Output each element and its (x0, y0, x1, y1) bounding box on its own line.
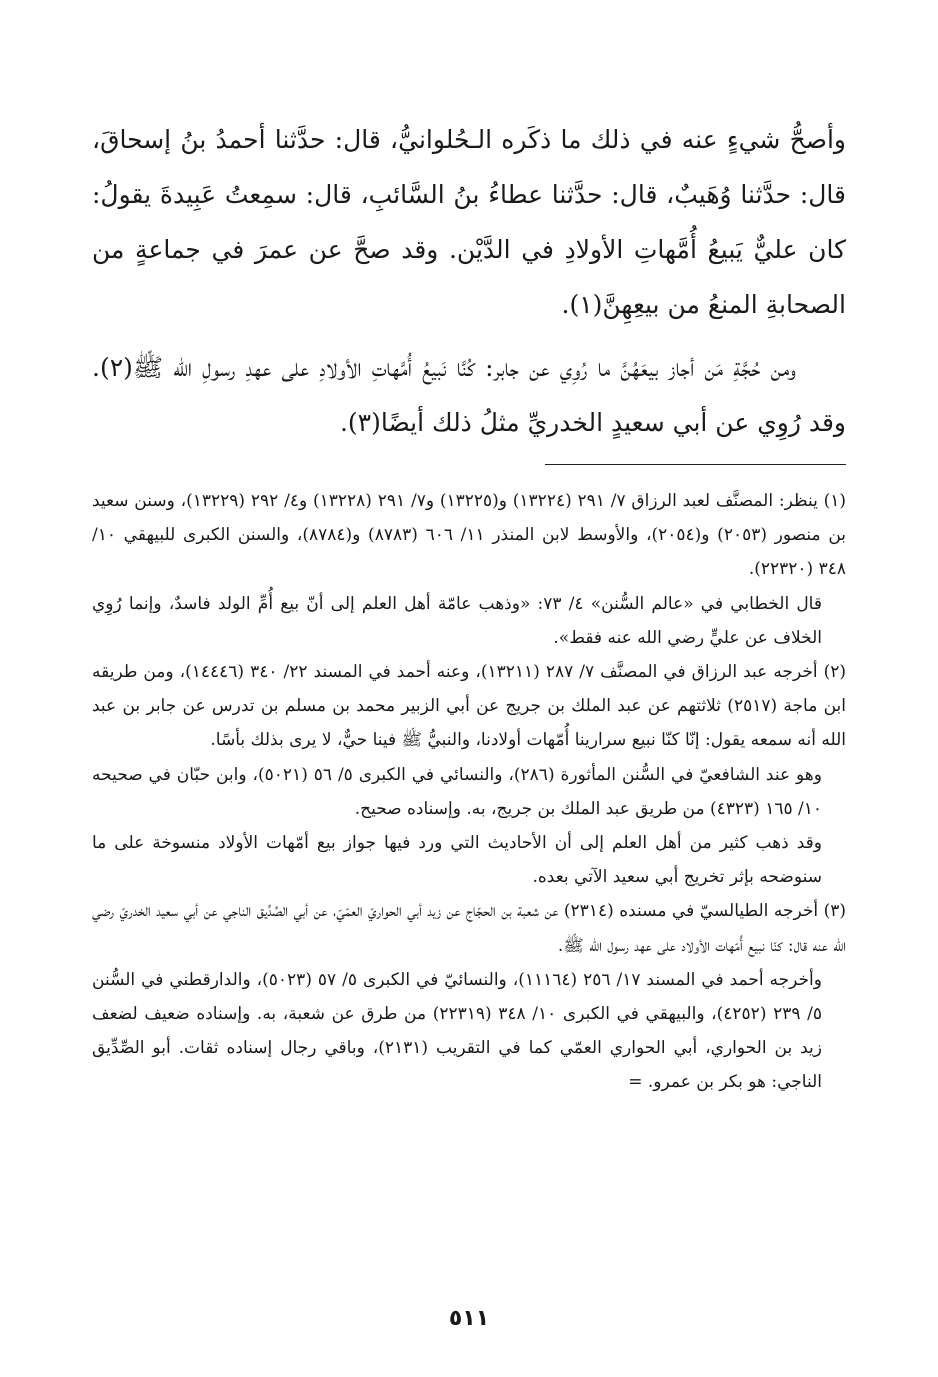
footnote-2-continuation: وقد ذهب كثير من أهل العلم إلى أن الأحاديث التي ورد فيها جواز بيع أمّهات الأولاد منسوخة على ما سنوضحه بإثر تخريج أبي سعيد الآتي بعده. (92, 833, 822, 888)
page-number: ٥١١ (448, 1306, 490, 1331)
footnote-3: (٣) أخرجه الطيالسيّ في مسنده (٢٣١٤) عن شعبة بن الحجّاج عن زيد أبي الحواريّ العمّيّ، عن أبي الصِّدِّيق الناجي عن أبي سعيد الخدريّ رضي الله عنه قال: كنّا نبيع أُمّهات الأولاد على عهد رسول الله ﷺ. (92, 901, 847, 956)
main-paragraph: ومن حُجَّةِ مَن أجاز بيعَهُنَّ ما رُوِي عن جابر: كُنَّا نَبيعُ أُمَّهاتِ الأولادِ على عهدِ رسولِ الله ﷺ(٢). وقد رُوِي عن أبي سعيدٍ الخدريِّ مثلُ ذلك أيضًا(٣). (92, 353, 846, 437)
main-text-block (92, 112, 846, 450)
footnote-2: (٢) أخرجه عبد الرزاق في المصنَّف ٧/ ٢٨٧ (١٣٢١١)، وعنه أحمد في المسند ٢٢/ ٣٤٠ (١٤٤٤٦)، ومن طريقه ابن ماجة (٢٥١٧) ثلاثتهم عن عبد الملك بن جريج عن أبي الزبير محمد بن مسلم بن تدرس عن جابر بن عبد الله أنه سمعه يقول: إنّا كنّا نبيع سرارينا أُمّهات أولادنا، والنبيُّ ﷺ فينا حيٌّ، لا يرى بذلك بأسًا. (92, 662, 846, 751)
footnote-separator-rule (545, 464, 846, 465)
footnotes-block (92, 484, 846, 1100)
footnote-1-continuation: قال الخطابي في «عالم السُّنن» ٤/ ٧٣: «وذهب عامّة أهل العلم إلى أنّ بيع أُمِّ الولد فاسدٌ، وإنما رُوِي الخلاف عن عليٍّ رضي الله عنه فقط». (92, 593, 822, 648)
footnote-1: (١) ينظر: المصنَّف لعبد الرزاق ٧/ ٢٩١ (١٣٢٢٤) و(١٣٢٢٥) و٧/ ٢٩١ (١٣٢٢٨) و٤/ ٢٩٢ (١٣٢٢٩)، وسنن سعيد بن منصور (٢٠٥٣) و(٢٠٥٤)، والأوسط لابن المنذر ١١/ ٦٠٦ (٨٧٨٣) و(٨٧٨٤)، والسنن الكبرى للبيهقي ١٠/ ٣٤٨ (٢٢٣٢٠). (92, 491, 847, 580)
main-paragraph: وأصحُّ شيءٍ عنه في ذلك ما ذكَره الـحُلوانيُّ، قال: حدَّثنا أحمدُ بنُ إسحاقَ، قال: حدَّثنا وُهَيبٌ، قال: حدَّثنا عطاءُ بنُ السَّائبِ، قال: سمِعتُ عَبِيدةَ يقولُ: كان عليٌّ يَبيعُ أُمَّهاتِ الأولادِ في الدَّيْن. وقد صحَّ عن عمرَ في جماعةٍ من الصحابةِ المنعُ من بيعِهِنَّ(١). (92, 125, 846, 319)
footnote-3-continuation: وأخرجه أحمد في المسند ١٧/ ٢٥٦ (١١١٦٤)، والنسائيّ في الكبرى ٥/ ٥٧ (٥٠٢٣)، والدارقطني في السُّنن ٥/ ٢٣٩ (٤٢٥٢)، والبيهقي في الكبرى ١٠/ ٣٤٨ (٢٢٣١٩) من طرق عن شعبة، به. وإسناده ضعيف لضعف زيد بن الحواري، أبي الحواري العمّي كما في التقريب (٢١٣١)، وباقي رجال إسناده ثقات. أبو الصِّدِّيق الناجي: هو بكر بن عمرو. = (92, 969, 822, 1093)
footnote-2-continuation: وهو عند الشافعيّ في السُّنن المأثورة (٢٨٦)، والنسائي في الكبرى ٥/ ٥٦ (٥٠٢١)، وابن حبّان في صحيحه ١٠/ ١٦٥ (٤٣٢٣) من طريق عبد الملك بن جريج، به. وإسناده صحيح. (92, 764, 822, 819)
